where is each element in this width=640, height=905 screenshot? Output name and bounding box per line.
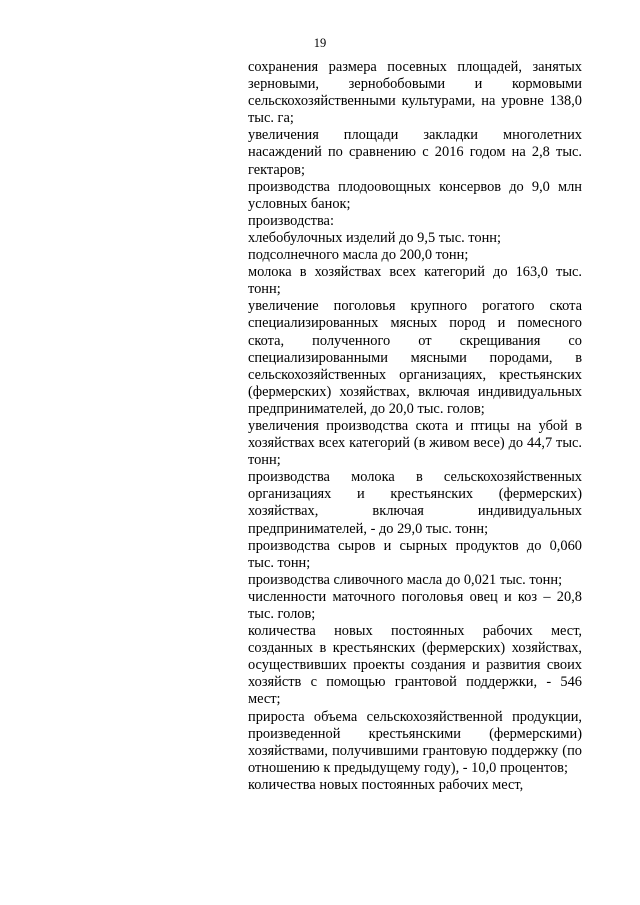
paragraph: количества новых постоянных рабочих мест, [248,776,524,793]
paragraph: производства плодоовощных консервов до 9,0 млн условных банок; [248,178,582,212]
paragraph: подсолнечного масла до 200,0 тонн; [248,247,469,264]
paragraph: увеличение поголовья крупного рогатого скота специализированных мясных пород и помесного скота, полученного от скрещивания со специализированными мясными породами, в сельскохозяйственных организациях, крестьянских (фермерских) хозяйствах, включая индивидуальных предпринимателей, до 20,0 тыс. голов; [248,298,582,417]
paragraph: увеличения производства скота и птицы на убой в хозяйствах всех категорий (в живом весе) до 44,7 тыс. тонн; [248,417,582,469]
paragraph: молока в хозяйствах всех категорий до 163,0 тыс. тонн; [248,264,582,298]
paragraph: производства молока в сельскохозяйственных организациях и крестьянских (фермерских) хозяйствах, включая индивидуальных предпринимателей, - до 29,0 тыс. тонн; [248,469,582,537]
paragraph: численности маточного поголовья овец и коз – 20,8 тыс. голов; [248,588,582,622]
paragraph: производства сыров и сырных продуктов до 0,060 тыс. тонн; [248,537,582,571]
paragraph: сохранения размера посевных площадей, занятых зерновыми, зернобобовыми и кормовыми сельскохозяйственными культурами, на уровне 138,0 тыс. га; [248,59,582,127]
paragraph: хлебобулочных изделий до 9,5 тыс. тонн; [248,229,501,246]
paragraph: производства: [248,212,334,229]
page-number: 19 [313,36,327,50]
paragraph: увеличения площади закладки многолетних насаждений по сравнению с 2016 годом на 2,8 тыс. гектаров; [248,127,582,178]
paragraph: производства сливочного масла до 0,021 тыс. тонн; [248,571,563,588]
paragraph: прироста объема сельскохозяйственной продукции, произведенной крестьянскими (фермерскими) хозяйствами, получившими грантовую поддержку (по отношению к предыдущему году), - 10,0 процентов; [248,708,582,776]
document-body [248,59,582,794]
paragraph: количества новых постоянных рабочих мест, созданных в крестьянских (фермерских) хозяйствах, осуществивших проекты создания и развития своих хозяйств с помощью грантовой поддержки, - 546 мест; [248,623,582,708]
